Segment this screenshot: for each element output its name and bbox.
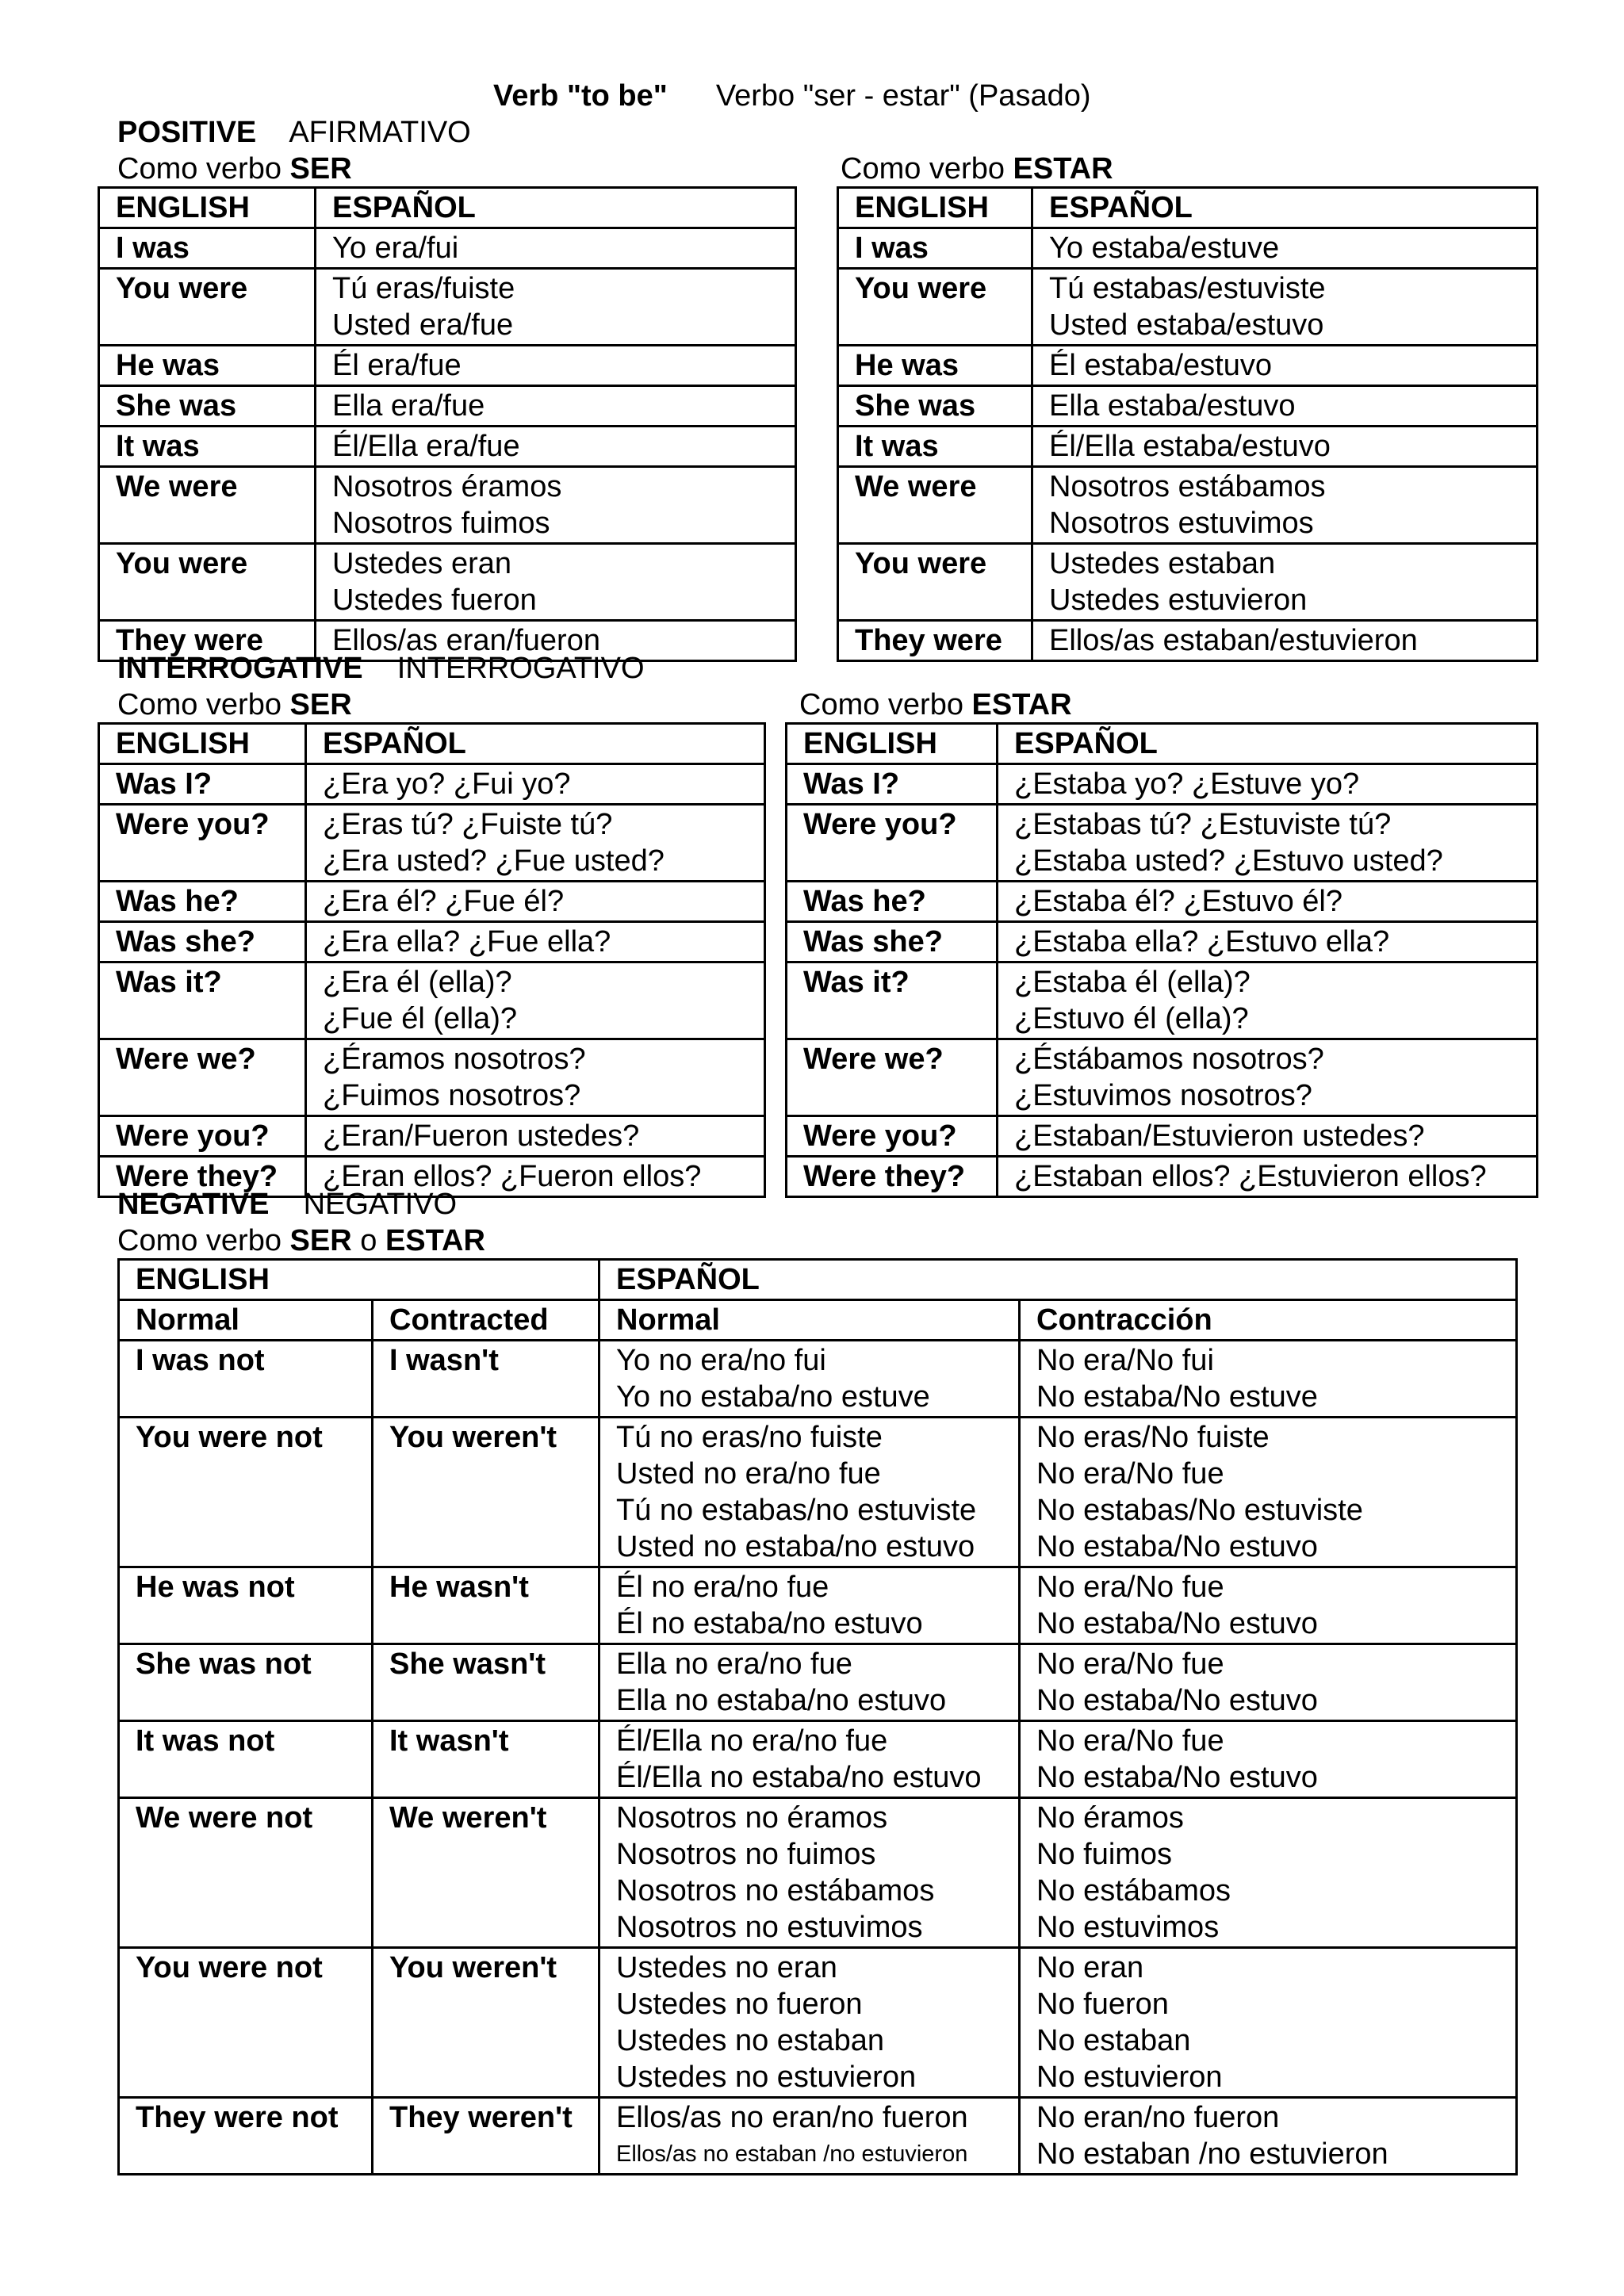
espanol-normal-cell [599, 1948, 1020, 2098]
espanol-contraccion-cell [1020, 1948, 1517, 2098]
espanol-line: Usted era/fue [332, 308, 514, 342]
espanol-header: ESPAÑOL [998, 724, 1538, 764]
table-row [99, 922, 765, 962]
espanol-cell [306, 764, 765, 805]
espanol-normal-cell [599, 1418, 1020, 1567]
espanol-normal-cell [599, 1798, 1020, 1948]
espanol-line: Yo no era/no fui [616, 1344, 826, 1377]
table-row [99, 882, 765, 922]
contraccion-header: Contracción [1020, 1300, 1517, 1341]
espanol-cell [306, 882, 765, 922]
espanol-normal-cell [599, 1341, 1020, 1418]
english-contracted-cell: It wasn't [373, 1721, 599, 1798]
english-cell: You were [99, 544, 316, 621]
espanol-line: No era/No fue [1036, 1457, 1224, 1490]
english-cell: He was [838, 346, 1032, 386]
espanol-cell [998, 882, 1538, 922]
espanol-cell [1032, 467, 1538, 544]
espanol-line: ¿Era yo? ¿Fui yo? [323, 767, 571, 801]
english-contracted-cell: She wasn't [373, 1644, 599, 1721]
english-cell: I was [99, 228, 316, 269]
english-contracted-cell: You weren't [373, 1948, 599, 2098]
english-cell: She was [838, 386, 1032, 427]
espanol-cell [306, 922, 765, 962]
espanol-cell [1032, 386, 1538, 427]
table-row [119, 2098, 1517, 2175]
english-cell: You were [838, 269, 1032, 346]
espanol-normal-cell [599, 2098, 1020, 2175]
espanol-line: ¿Estaban/Estuvieron ustedes? [1014, 1119, 1425, 1153]
espanol-line: ¿Era él (ella)? [323, 966, 512, 999]
english-cell: He was [99, 346, 316, 386]
espanol-line: Ustedes eran [332, 547, 512, 580]
english-cell: Was she? [787, 922, 998, 962]
espanol-line: No estuvieron [1036, 2061, 1223, 2094]
espanol-line: No era/No fue [1036, 1571, 1224, 1604]
espanol-line: Ustedes estaban [1049, 547, 1276, 580]
table-row [838, 346, 1538, 386]
english-cell: Were you? [99, 805, 306, 882]
espanol-line: Nosotros no estuvimos [616, 1911, 923, 1944]
espanol-line: Ustedes no estuvieron [616, 2061, 917, 2094]
espanol-cell [316, 544, 796, 621]
espanol-cell [1032, 621, 1538, 661]
espanol-line: No estábamos [1036, 1874, 1231, 1908]
english-header: ENGLISH [99, 724, 306, 764]
espanol-line: Ustedes no fueron [616, 1988, 863, 2021]
table-header-row [99, 724, 765, 764]
table-row [838, 621, 1538, 661]
espanol-cell [316, 228, 796, 269]
table-row [99, 805, 765, 882]
espanol-header: ESPAÑOL [316, 188, 796, 228]
espanol-line: ¿Era ella? ¿Fue ella? [323, 925, 611, 959]
english-contracted-cell: You weren't [373, 1418, 599, 1567]
table-row [838, 467, 1538, 544]
english-cell: Were you? [99, 1116, 306, 1157]
table-row [99, 467, 796, 544]
table-row [99, 764, 765, 805]
espanol-cell [306, 1116, 765, 1157]
espanol-contraccion-cell [1020, 1567, 1517, 1644]
espanol-cell [1032, 346, 1538, 386]
espanol-line: Él/Ella no era/no fue [616, 1724, 888, 1758]
espanol-header: ESPAÑOL [1032, 188, 1538, 228]
english-header: ENGLISH [838, 188, 1032, 228]
table-header-row [838, 188, 1538, 228]
espanol-cell [1032, 544, 1538, 621]
espanol-line: ¿Eras tú? ¿Fuiste tú? [323, 808, 613, 841]
english-cell: Were you? [787, 1116, 998, 1157]
espanol-contraccion-cell [1020, 1644, 1517, 1721]
espanol-line: No fueron [1036, 1988, 1169, 2021]
espanol-cell [998, 962, 1538, 1039]
table-row [787, 1116, 1538, 1157]
espanol-normal-cell [599, 1721, 1020, 1798]
english-cell: Were we? [787, 1039, 998, 1116]
interrogative-estar-caption: Como verbo ESTAR [799, 688, 1072, 721]
espanol-line: ¿Estaba él (ella)? [1014, 966, 1251, 999]
espanol-line: Tú estabas/estuviste [1049, 272, 1326, 305]
espanol-normal-cell [599, 1644, 1020, 1721]
espanol-contraccion-cell [1020, 1418, 1517, 1567]
english-cell: They were [99, 621, 316, 661]
english-cell: Were we? [99, 1039, 306, 1116]
espanol-line: No era/No fue [1036, 1647, 1224, 1681]
english-contracted-cell: I wasn't [373, 1341, 599, 1418]
espanol-line: No estaba/No estuve [1036, 1380, 1318, 1414]
table-row [99, 386, 796, 427]
espanol-line: Ellos/as estaban/estuvieron [1049, 624, 1418, 657]
espanol-line: Nosotros no éramos [616, 1801, 888, 1835]
espanol-line: Usted no era/no fue [616, 1457, 881, 1490]
espanol-line: No estaban [1036, 2024, 1191, 2057]
positive-ser-caption: Como verbo SER [117, 152, 352, 186]
espanol-line: Ella era/fue [332, 389, 485, 423]
table-row [787, 1157, 1538, 1197]
espanol-cell [316, 427, 796, 467]
table-row [838, 544, 1538, 621]
table-row [119, 1567, 1517, 1644]
english-contracted-cell: We weren't [373, 1798, 599, 1948]
negative-table [117, 1258, 1518, 2175]
espanol-normal-cell [599, 1567, 1020, 1644]
espanol-line: Tú no estabas/no estuviste [616, 1494, 977, 1527]
espanol-cell [998, 1116, 1538, 1157]
title-bold: Verb "to be" [493, 79, 668, 113]
espanol-cell [1032, 427, 1538, 467]
espanol-cell [306, 962, 765, 1039]
espanol-line: Ustedes no estaban [616, 2024, 885, 2057]
positive-estar-table [837, 186, 1538, 662]
espanol-group-header: ESPAÑOL [599, 1260, 1517, 1300]
espanol-line: Él estaba/estuvo [1049, 349, 1272, 382]
table-row [99, 1039, 765, 1116]
interrogative-heading: INTERROGATIVE INTERROGATIVO [117, 652, 645, 685]
espanol-line: Nosotros no fuimos [616, 1838, 876, 1871]
espanol-cell [1032, 228, 1538, 269]
espanol-line: ¿Eran ellos? ¿Fueron ellos? [323, 1160, 702, 1193]
espanol-line: Ustedes estuvieron [1049, 584, 1308, 617]
table-row [838, 427, 1538, 467]
table-row [119, 1798, 1517, 1948]
table-row [787, 962, 1538, 1039]
espanol-line: No estaba/No estuvo [1036, 1684, 1318, 1717]
sub-header-row [119, 1300, 1517, 1341]
table-row [119, 1948, 1517, 2098]
table-row [119, 1644, 1517, 1721]
espanol-line: No éramos [1036, 1801, 1184, 1835]
espanol-line: Nosotros estábamos [1049, 470, 1326, 503]
english-normal-cell: You were not [119, 1418, 373, 1567]
espanol-line: No estaban /no estuvieron [1036, 2137, 1388, 2171]
english-cell: Was it? [99, 962, 306, 1039]
table-row [787, 764, 1538, 805]
espanol-line: Ella estaba/estuvo [1049, 389, 1296, 423]
espanol-line: Nosotros fuimos [332, 507, 550, 540]
espanol-line: Ustedes fueron [332, 584, 537, 617]
espanol-cell [316, 346, 796, 386]
english-cell: We were [838, 467, 1032, 544]
espanol-line: Yo estaba/estuve [1049, 232, 1280, 265]
english-cell: You were [99, 269, 316, 346]
interrogative-estar-table [785, 722, 1538, 1198]
table-header-row [787, 724, 1538, 764]
table-row [119, 1418, 1517, 1567]
espanol-cell [306, 1039, 765, 1116]
espanol-line: ¿Fuimos nosotros? [323, 1079, 581, 1112]
table-row [787, 882, 1538, 922]
espanol-line: Tú eras/fuiste [332, 272, 515, 305]
english-cell: Was it? [787, 962, 998, 1039]
espanol-line: Nosotros no estábamos [616, 1874, 935, 1908]
table-row [838, 269, 1538, 346]
table-row [787, 922, 1538, 962]
espanol-line: No estabas/No estuviste [1036, 1494, 1363, 1527]
english-cell: It was [838, 427, 1032, 467]
espanol-line: ¿Estaban ellos? ¿Estuvieron ellos? [1014, 1160, 1487, 1193]
english-normal-cell: She was not [119, 1644, 373, 1721]
espanol-line: Nosotros estuvimos [1049, 507, 1314, 540]
espanol-line: No era/No fui [1036, 1344, 1214, 1377]
espanol-line: No eran/no fueron [1036, 2101, 1280, 2134]
english-cell: Was I? [99, 764, 306, 805]
contracted-header: Contracted [373, 1300, 599, 1341]
english-cell: She was [99, 386, 316, 427]
english-cell: Was he? [787, 882, 998, 922]
table-row [99, 544, 796, 621]
table-row [99, 962, 765, 1039]
english-contracted-cell: He wasn't [373, 1567, 599, 1644]
table-row [838, 228, 1538, 269]
espanol-line: Él/Ella estaba/estuvo [1049, 430, 1331, 463]
interrogative-ser-table [98, 722, 766, 1198]
espanol-line: ¿Éstábamos nosotros? [1014, 1043, 1324, 1076]
table-header-row [99, 188, 796, 228]
english-cell: It was [99, 427, 316, 467]
english-cell: Were they? [787, 1157, 998, 1197]
espanol-line: ¿Estuvimos nosotros? [1014, 1079, 1312, 1112]
espanol-header: ESPAÑOL [306, 724, 765, 764]
page-title [493, 78, 1091, 114]
espanol-line: No estaba/No estuvo [1036, 1761, 1318, 1794]
espanol-line: No estaba/No estuvo [1036, 1530, 1318, 1563]
espanol-contraccion-cell [1020, 1721, 1517, 1798]
espanol-line: Ella no estaba/no estuvo [616, 1684, 947, 1717]
english-cell: Was he? [99, 882, 306, 922]
english-cell: Was I? [787, 764, 998, 805]
english-cell: We were [99, 467, 316, 544]
espanol-line: Usted no estaba/no estuvo [616, 1530, 975, 1563]
table-row [99, 1116, 765, 1157]
espanol-line: Usted estaba/estuvo [1049, 308, 1324, 342]
english-header: ENGLISH [787, 724, 998, 764]
espanol-contraccion-cell [1020, 2098, 1517, 2175]
positive-estar-caption: Como verbo ESTAR [841, 152, 1113, 186]
english-cell: Were you? [787, 805, 998, 882]
english-group-header: ENGLISH [119, 1260, 599, 1300]
espanol-line: No eran [1036, 1951, 1144, 1984]
espanol-line: ¿Estabas tú? ¿Estuviste tú? [1014, 808, 1392, 841]
espanol-cell [998, 1039, 1538, 1116]
english-normal-cell: They were not [119, 2098, 373, 2175]
table-row [99, 346, 796, 386]
normal-header: Normal [119, 1300, 373, 1341]
english-normal-cell: I was not [119, 1341, 373, 1418]
espanol-cell [316, 386, 796, 427]
espanol-line: Ellos/as no eran/no fueron [616, 2101, 968, 2134]
english-header: ENGLISH [99, 188, 316, 228]
english-cell: You were [838, 544, 1032, 621]
espanol-cell [998, 805, 1538, 882]
english-normal-cell: We were not [119, 1798, 373, 1948]
espanol-line: Él era/fue [332, 349, 462, 382]
espanol-cell [998, 922, 1538, 962]
espanol-line: Yo no estaba/no estuve [616, 1380, 930, 1414]
espanol-cell [1032, 269, 1538, 346]
espanol-line: ¿Estaba yo? ¿Estuve yo? [1014, 767, 1360, 801]
table-row [99, 228, 796, 269]
espanol-cell [306, 805, 765, 882]
espanol-line: Él no estaba/no estuvo [616, 1607, 923, 1640]
espanol-line: ¿Estuvo él (ella)? [1014, 1002, 1249, 1035]
normal-es-header: Normal [599, 1300, 1020, 1341]
espanol-line: ¿Era usted? ¿Fue usted? [323, 844, 665, 878]
espanol-line: No eras/No fuiste [1036, 1421, 1270, 1454]
english-normal-cell: You were not [119, 1948, 373, 2098]
espanol-line: Él/Ella era/fue [332, 430, 520, 463]
espanol-line: Nosotros éramos [332, 470, 562, 503]
espanol-line: Ellos/as no estaban /no estuvieron [616, 2141, 968, 2167]
espanol-contraccion-cell [1020, 1798, 1517, 1948]
espanol-cell [316, 269, 796, 346]
table-row [838, 386, 1538, 427]
table-row [119, 1721, 1517, 1798]
group-header-row [119, 1260, 1517, 1300]
table-row [787, 805, 1538, 882]
espanol-line: ¿Era él? ¿Fue él? [323, 885, 565, 918]
espanol-cell [998, 764, 1538, 805]
table-row [99, 269, 796, 346]
espanol-line: Tú no eras/no fuiste [616, 1421, 883, 1454]
negative-caption: Como verbo SER o ESTAR [117, 1224, 485, 1257]
espanol-line: ¿Estaba ella? ¿Estuvo ella? [1014, 925, 1390, 959]
table-row [99, 427, 796, 467]
espanol-line: Ellos/as eran/fueron [332, 624, 600, 657]
espanol-contraccion-cell [1020, 1341, 1517, 1418]
espanol-line: Él no era/no fue [616, 1571, 829, 1604]
espanol-cell [316, 467, 796, 544]
espanol-line: ¿Éramos nosotros? [323, 1043, 586, 1076]
title-normal: Verbo "ser - estar" (Pasado) [715, 79, 1091, 113]
espanol-cell [998, 1157, 1538, 1197]
espanol-line: Ustedes no eran [616, 1951, 837, 1984]
espanol-line: ¿Estaba él? ¿Estuvo él? [1014, 885, 1342, 918]
english-cell: Was she? [99, 922, 306, 962]
espanol-line: Él/Ella no estaba/no estuvo [616, 1761, 982, 1794]
english-normal-cell: It was not [119, 1721, 373, 1798]
espanol-line: Yo era/fui [332, 232, 459, 265]
interrogative-ser-caption: Como verbo SER [117, 688, 352, 721]
english-normal-cell: He was not [119, 1567, 373, 1644]
english-cell: I was [838, 228, 1032, 269]
espanol-line: No estaba/No estuvo [1036, 1607, 1318, 1640]
espanol-line: No era/No fue [1036, 1724, 1224, 1758]
positive-ser-table [98, 186, 797, 662]
positive-heading: POSITIVE AFIRMATIVO [117, 116, 471, 149]
espanol-line: ¿Eran/Fueron ustedes? [323, 1119, 640, 1153]
table-row [787, 1039, 1538, 1116]
espanol-line: No fuimos [1036, 1838, 1173, 1871]
english-cell: They were [838, 621, 1032, 661]
table-row [119, 1341, 1517, 1418]
espanol-line: ¿Estaba usted? ¿Estuvo usted? [1014, 844, 1443, 878]
english-cell: Were they? [99, 1157, 306, 1197]
english-contracted-cell: They weren't [373, 2098, 599, 2175]
negative-heading: NEGATIVE NEGATIVO [117, 1188, 458, 1221]
espanol-line: No estuvimos [1036, 1911, 1220, 1944]
espanol-line: ¿Fue él (ella)? [323, 1002, 517, 1035]
espanol-line: Ella no era/no fue [616, 1647, 852, 1681]
